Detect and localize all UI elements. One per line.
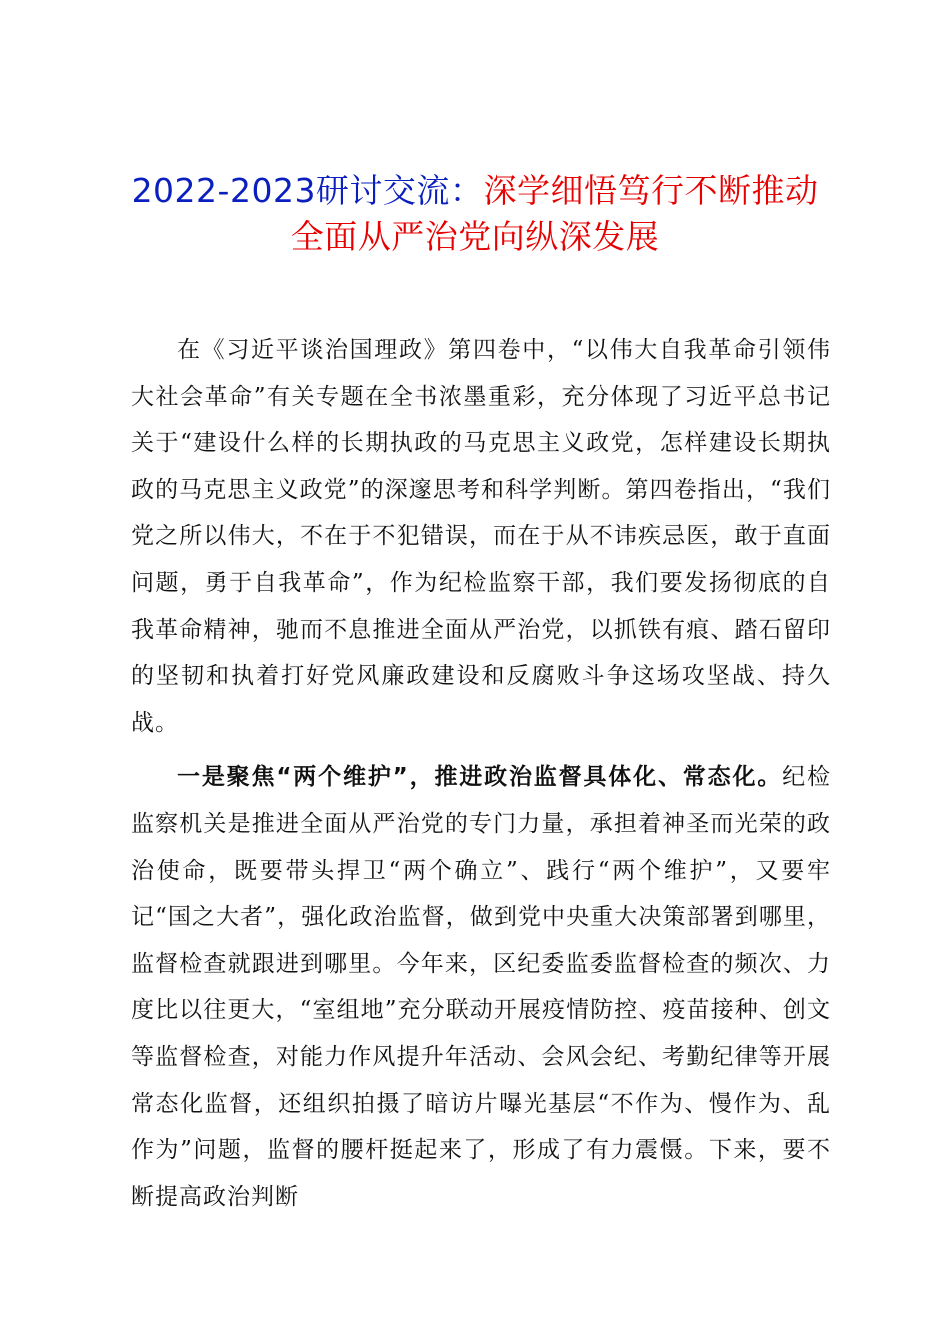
title-part-blue: 2022-2023研讨交流： (131, 171, 484, 210)
document-body (131, 327, 831, 1228)
paragraph-1 (131, 327, 831, 746)
paragraph-2-lead: 一是聚焦“两个维护”，推进政治监督具体化、常态化。 (177, 764, 783, 791)
document-title (120, 168, 830, 260)
title-part-red: 深学细悟笃行不断推动全面从严治党向纵深发展 (290, 171, 819, 256)
paragraph-2 (131, 754, 831, 1220)
paragraph-1-text: 在《习近平谈治国理政》第四卷中，“以伟大自我革命引领伟大社会革命”有关专题在全书浓墨重彩，充分体现了习近平总书记关于“建设什么样的长期执政的马克思主义政党，怎样建设长期执政的马克思主义政党”的深邃思考和科学判断。第四卷指出，“我们党之所以伟大，不在于不犯错误，而在于从不讳疾忌医，敢于直面问题，勇于自我革命”，作为纪检监察干部，我们要发扬彻底的自我革命精神，驰而不息推进全面从严治党，以抓铁有痕、踏石留印的坚韧和执着打好党风廉政建设和反腐败斗争这场攻坚战、持久战。 (131, 337, 831, 736)
paragraph-2-text: 纪检监察机关是推进全面从严治党的专门力量，承担着神圣而光荣的政治使命，既要带头捍卫“两个确立”、践行“两个维护”，又要牢记“国之大者”，强化政治监督，做到党中央重大决策部署到哪里，监督检查就跟进到哪里。今年来，区纪委监委监督检查的频次、力度比以往更大，“室组地”充分联动开展疫情防控、疫苗接种、创文等监督检查，对能力作风提升年活动、会风会纪、考勤纪律等开展常态化监督，还组织拍摄了暗访片曝光基层“不作为、慢作为、乱作为”问题，监督的腰杆挺起来了，形成了有力震慑。下来，要不断提高政治判断 (131, 764, 832, 1210)
